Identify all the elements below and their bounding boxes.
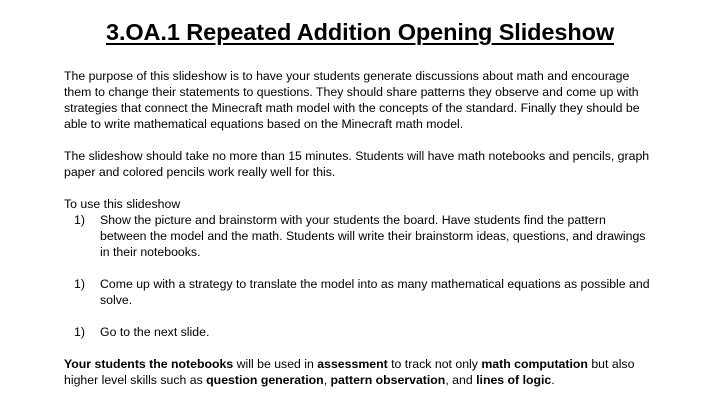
closing-bold-assessment: assessment: [317, 357, 388, 371]
list-item-text: Come up with a strategy to translate the model into as many mathematical equations as possible and solve.: [100, 277, 650, 307]
list-item: [64, 276, 654, 308]
list-item: [64, 324, 654, 340]
list-marker: 1): [74, 325, 85, 339]
purpose-paragraph: The purpose of this slideshow is to have your students generate discussions about math and encourage them to change their statements to questions. They should share patterns they observe and come up with strategies that connect the Minecraft math model with the concepts of the standard. Finally they should be able to write mathematical equations based on the Minecraft math model.: [64, 69, 640, 131]
slide-body: [64, 68, 654, 388]
closing-bold-lines-of-logic: lines of logic: [476, 373, 552, 387]
list-item-text: Go to the next slide.: [100, 325, 210, 339]
closing-bold-computation: math computation: [481, 357, 588, 371]
list-item: [64, 212, 654, 260]
duration-paragraph: The slideshow should take no more than 15 minutes. Students will have math notebooks and pencils, graph paper and colored pencils work really well for this.: [64, 149, 650, 179]
slide-title: 3.OA.1 Repeated Addition Opening Slideshow: [105, 19, 615, 45]
list-marker: 1): [74, 213, 85, 227]
closing-bold-question-generation: question generation: [206, 373, 324, 387]
list-intro: To use this slideshow: [64, 197, 181, 211]
list-item-text: Show the picture and brainstorm with your students the board. Have students find the pattern between the model and the math. Students will write their brainstorm ideas, questions, and drawings in their notebooks.: [100, 213, 646, 259]
list-marker: 1): [74, 277, 85, 291]
closing-bold-pattern-observation: pattern observation: [330, 373, 446, 387]
closing-paragraph: Your students the notebooks will be used in assessment to track not only math computation but also higher level skills such as question generation, pattern observation, and lines of logic.: [64, 357, 635, 387]
closing-bold-notebooks: Your students the notebooks: [64, 357, 234, 371]
